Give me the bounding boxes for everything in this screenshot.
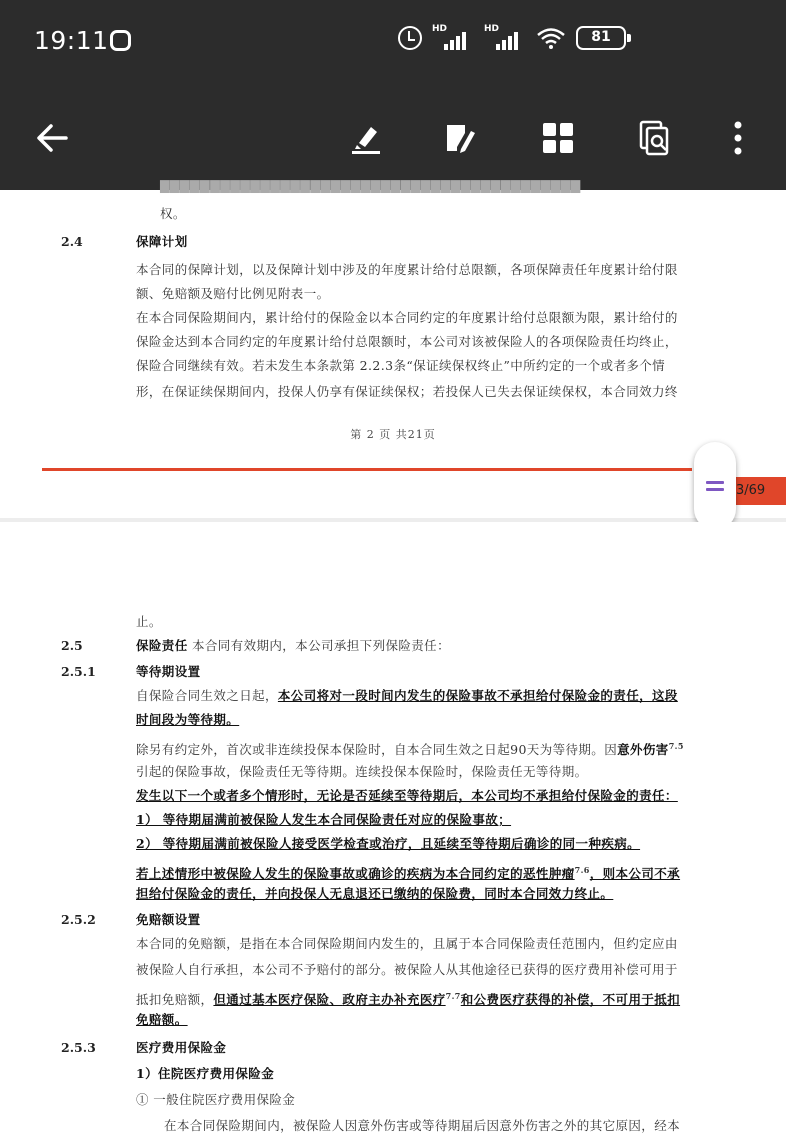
text-line [136,862,680,882]
more-options-button[interactable] [710,110,766,166]
signal-1-icon [432,24,474,52]
text-line: 在本合同保险期间内，累计给付的保险金以本合同约定的年度累计给付总限额为限，累计给付的 [136,310,678,325]
text-line: 本合同的保障计划，以及保障计划中涉及的年度累计给付总限额，各项保障责任年度累计给付限 [136,262,678,277]
text-line: 被保险人自行承担，本公司不予赔付的部分。被保险人从其他途径已获得的医疗费用补偿可用于 [136,962,678,977]
search-document-button[interactable] [628,110,684,166]
section-number: 2.4 [61,234,83,249]
section-heading: 保险责任 [136,638,188,653]
pdf-page-3 [0,522,786,1142]
battery-icon: 81 [576,26,626,50]
text-span: 除另有约定外，首次或非连续投保本保险时，自本合同生效之日起90天为等待期。因 [136,742,618,758]
alarm-icon [398,26,422,50]
underlined-line: 2） 等待期届满前被保险人接受医学检查或治疗，且延续至等待期后确诊的同一种疾病。 [136,836,641,851]
subsection-heading: 1）住院医疗费用保险金 [136,1066,275,1081]
section-number: 2.5.2 [61,912,96,927]
status-icons [398,24,626,52]
back-arrow-icon [34,120,70,156]
bold-span: 意外伤害 [617,742,669,758]
section-heading: 等待期设置 [136,664,201,679]
more-vert-icon [728,120,748,156]
app-toolbar [0,88,786,190]
text-line: 止。 [136,614,162,629]
text-line: 保险金达到本合同约定的年度累计给付总限额时，本公司对该被保险人的各项保险责任均终止， [136,334,678,349]
underlined-span: 但通过基本医疗保险、 [213,992,343,1008]
highlighter-button[interactable] [338,110,394,166]
text-line [136,688,678,704]
back-button[interactable] [24,110,80,166]
section-heading: 医疗费用保险金 [136,1040,227,1055]
bold-span: 政府主办补充医疗 [342,992,446,1008]
signal-2-icon [484,24,526,52]
text-line: 本合同的免赔额，是指在本合同保险期间内发生的，且属于本合同保险责任范围内，但约定应由 [136,936,678,951]
underlined-span: ，则本公司不承 [589,866,681,882]
cut-off-line: ▇▇▇▇▇▇▇▇▇▇▇▇▇▇▇▇▇▇▇▇▇▇▇▇▇▇▇▇▇▇▇▇▇▇▇▇▇▇▇▇▇▇ [160,178,581,193]
section-number: 2.5.1 [61,664,96,679]
text-line: 额、免赔额及赔付比例见附表一。 [136,286,330,301]
text-line: 引起的保险事故，保险责任无等待期。连续投保本保险时，保险责任无等待期。 [136,764,588,779]
underlined-line: 1） 等待期届满前被保险人发生本合同保险责任对应的保险事故； [136,812,512,827]
reading-progress-line [42,468,692,471]
underlined-span: 若上述情形中被保险人发生的保险事故或确诊的疾病为本合同约定的 [136,866,524,882]
section-number: 2.5 [61,638,83,653]
drag-handle-icon [706,479,724,493]
text-span: 抵扣免赔额， [136,992,214,1008]
text-line: 保险合同继续有效。若未发生本条款第 2.2.3条“保证续保权终止”中所约定的一个或者多个情 [136,358,666,373]
underlined-span: 本公司将对一段时间内发生的保险事故不承担给付保险金的责任，这段 [277,688,678,703]
underlined-line: 免赔额。 [136,1012,188,1027]
superscript: 7.6 [574,865,590,875]
notification-icon [110,30,131,51]
scroll-handle[interactable] [694,442,736,530]
thumbnail-grid-button[interactable] [530,110,586,166]
underlined-line: 时间段为等待期。 [136,712,240,727]
text-line: ① 一般住院医疗费用保险金 [136,1092,296,1107]
underlined-line: 发生以下一个或者多个情形时，无论是否延续至等待期后，本公司均不承担给付保险金的责任： [136,788,678,803]
text-line: 形，在保证续保期间内，投保人仍享有保证续保权；若投保人已失去保证续保权，本合同效力终 [136,384,678,399]
hd-label-2: HD [484,24,500,34]
section-heading: 免赔额设置 [136,912,201,927]
search-pages-icon [638,120,674,156]
underlined-span: 和公费医疗获得的补偿，不可用于抵扣 [460,992,681,1008]
page-indicator: 3/69 [720,477,786,505]
text-span: 自保险合同生效之日起， [136,688,278,703]
section-number: 2.5.3 [61,1040,96,1055]
annotate-button[interactable] [432,110,488,166]
text-line [136,738,684,758]
underlined-line: 担给付保险金的责任，并向投保人无息退还已缴纳的保险费，同时本合同效力终止。 [136,886,614,901]
section-line [136,638,450,654]
hd-label-1: HD [432,24,448,34]
wifi-icon [536,26,566,50]
grid-icon [541,121,575,155]
edit-note-icon [443,121,477,155]
page-footer: 第 2 页 共21页 [350,428,436,441]
text-span: 本合同有效期内，本公司承担下列保险责任： [191,638,450,653]
superscript: 7.5 [668,741,684,751]
text-line: 权。 [160,206,186,221]
highlighter-icon [349,121,383,155]
superscript: 7.7 [445,991,461,1001]
text-line: 在本合同保险期间内，被保险人因意外伤害或等待期届后因意外伤害之外的其它原因，经本 [164,1118,681,1133]
text-line [136,988,680,1008]
status-time: 19:11 [34,26,109,55]
bold-span: 恶性肿瘤 [523,866,575,882]
status-bar [0,0,786,88]
section-heading: 保障计划 [136,234,188,249]
